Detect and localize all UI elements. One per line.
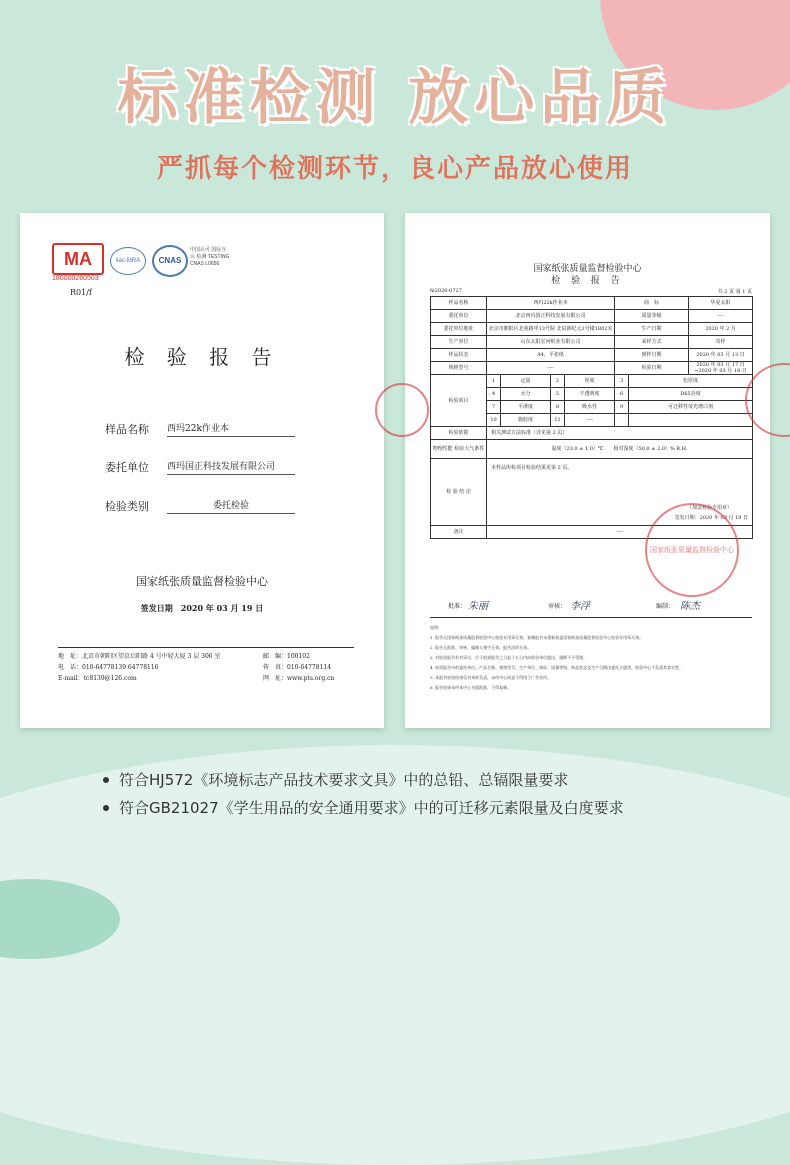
field-client — [105, 459, 335, 479]
note-line: 3. 对检验报告若有异议，应于收到报告之日起十五日内向检验单位提出，逾期不予受理。 — [430, 655, 588, 660]
report-code: R01/f — [70, 288, 92, 297]
report-table — [430, 296, 753, 539]
table-row: 委托单位 北京西玛国正科技发展有限公司 质量等级 ---- — [431, 310, 753, 323]
reviewer-label: 审核： — [548, 603, 567, 610]
table-row: 10 施胶度 11 ---- — [431, 414, 753, 427]
footer-email: E-mail：tc8139@126.com — [58, 675, 137, 682]
page-title: 标准检测 放心品质 — [117, 63, 673, 133]
list-item: 符合HJ572《环境标志产品技术要求文具》中的总铅、总镉限量要求 — [103, 766, 624, 794]
table-row: 7 平滑度 8 吸水性 9 可迁移性荧光增白剂 — [431, 401, 753, 414]
seal-stamp-edge — [375, 383, 429, 437]
report-page-count: 共 2 页 第 1 页 — [717, 289, 752, 295]
table-row: 检验项目 1 定量 2 厚度 3 松厚度 — [431, 375, 753, 388]
notes-divider — [430, 617, 752, 618]
footer-postcode: 邮 编：100102 — [263, 653, 310, 660]
reviewer-signature: 李浮 — [570, 601, 590, 612]
compliance-list — [103, 766, 624, 822]
table-row: 生产单位 山东太阳宏河纸业有限公司 来样方式 寄样 — [431, 336, 753, 349]
report-center-title: 国家纸张质量监督检验中心 — [533, 264, 642, 274]
note-line: 4. 检验报告中的委托单位、产品名称、规格型号、生产单位、商标、质量等级、样品状态及生产日期由委托方提供，检验中心不负责其真实性。 — [430, 665, 684, 670]
cnas-caption: 中国认可 国际互认 检测 TESTING CNAS L0656 — [190, 247, 230, 267]
field-sample-name — [105, 421, 335, 441]
conclusion-text: 本样品所检项目检验结果见第 2 页。 — [491, 465, 573, 471]
field-value: 委托检验 — [167, 498, 295, 514]
field-label: 样品名称 — [105, 423, 149, 436]
field-value: 西玛国正科技发展有限公司 — [167, 459, 295, 475]
cnas-logo: CNAS — [152, 245, 188, 277]
table-row: 样品名称 西玛22k作业本 商 标 华夏太阳 — [431, 297, 753, 310]
table-row: 4 水分 5 不透明度 6 D65亮度 — [431, 388, 753, 401]
ilac-mra-logo: ilac-MRA — [110, 247, 146, 275]
field-label: 检验类别 — [105, 500, 149, 513]
report-notes — [430, 623, 752, 693]
table-row: 样品状态 A4，平张纸 到样日期 2020 年 03 月 13 日 — [431, 349, 753, 362]
writer-signature: 陈杰 — [680, 601, 700, 612]
note-line: 1. 报告无国家纸张质量监督检验中心检验专用章无效，复制报告未重新加盖国家纸张质量监督检验中心检验专用章无效。 — [430, 635, 644, 640]
table-row: 检验依据 相关测试方法标准（详见第 2 页） — [431, 427, 753, 440]
field-test-type — [105, 498, 335, 518]
approver-signature: 朱丽 — [468, 601, 488, 612]
field-value: 西玛22k作业本 — [167, 421, 295, 437]
list-item: 符合GB21027《学生用品的安全通用要求》中的可迁移元素限量及白度要求 — [103, 794, 624, 822]
footer-fax: 传 真：010-64778114 — [263, 664, 332, 671]
note-line: 说明： — [430, 625, 442, 630]
cma-number: 180000260503 — [52, 275, 99, 282]
sign-date: 签发日期 2020 年 03 月 19 日 — [140, 603, 264, 613]
certification-logos — [52, 243, 252, 283]
conclusion-sign-date: 签发日期：2020 年 03 月 19 日 — [674, 515, 749, 521]
cma-logo: MA — [52, 243, 104, 275]
stamp-note: （加盖检验专用章） — [687, 505, 733, 511]
note-line: 6. 报告结果未经本中心书面批准，不得复制。 — [430, 685, 512, 690]
writer-label: 编制： — [656, 603, 675, 610]
table-row: 备注 ---- — [431, 526, 753, 539]
note-line: 2. 报告无批准、审核、编制人签字无效。报告涂改无效。 — [430, 645, 532, 650]
page-subtitle: 严抓每个检测环节，良心产品放心使用 — [156, 154, 633, 184]
report-subtitle: 检 验 报 告 — [551, 276, 624, 286]
note-line: 5. 本报告检验结果仅对来样负责，未经中心同意不得用于广告宣传。 — [430, 675, 552, 680]
report-cover — [20, 213, 384, 728]
approver-label: 批准： — [448, 603, 467, 610]
table-row: 物理性能 检验大气条件 温度（23.0 ± 1.0）℃ 相对湿度（50.0 ± 2.0）% R.H. — [431, 440, 753, 459]
signature-row — [430, 599, 752, 615]
footer-website: 网 址：www.pts.org.cn — [263, 675, 335, 682]
footer-phone: 电 话：010-64778139 64778116 — [58, 664, 159, 671]
table-row: 委托单位地址 北京市朝阳区北苑路甲13号院 北辰新纪元2号楼1802室 生产日期 2020 年 2 月 — [431, 323, 753, 336]
seal-stamp: 国家纸张质量监督检验中心 — [645, 503, 739, 597]
field-label: 委托单位 — [105, 461, 149, 474]
report-number: №2020-0727 — [430, 288, 462, 294]
report-title: 检 验 报 告 — [124, 345, 280, 369]
table-row: 规格型号 ---- 检验日期 2020 年 03 月 17 日 ~2020 年 03 月 18 日 — [431, 362, 753, 375]
issuing-center: 国家纸张质量监督检验中心 — [136, 575, 268, 588]
footer-divider — [58, 647, 354, 648]
table-row: 检 验 结 论 本样品所检项目检验结果见第 2 页。 （加盖检验专用章） 签发日期：2020 年 03 月 19 日 — [431, 459, 753, 526]
report-data-page — [405, 213, 770, 728]
footer-address: 地 址：北京市朝阳区望京启阳路 4 号中轻大厦 3 层 306 室 — [58, 653, 221, 660]
